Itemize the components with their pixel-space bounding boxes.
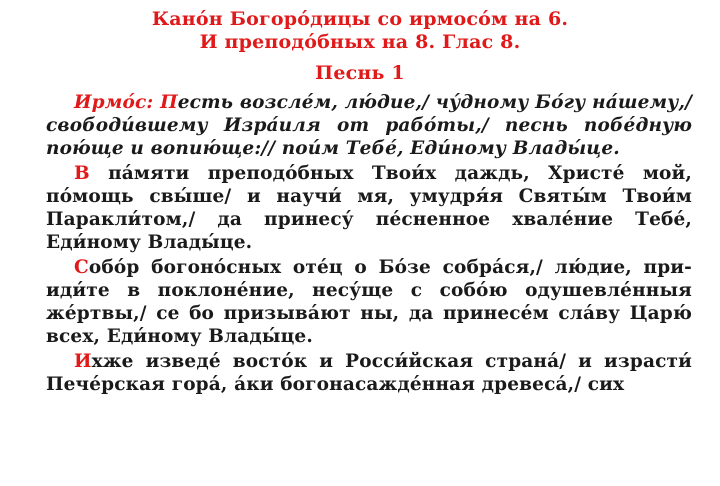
verse-initial: П: [160, 92, 178, 113]
verse-initial: С: [74, 257, 89, 278]
troparion-verse: [46, 162, 692, 254]
verse-text: есть возсле́м, лю́дие,/ чу́дному Бо́гу на́шему,/ свободи́вшему Изра́иля от рабо́ты,/ песнь побе́дную пою́ще и вопию́ще:// пои́м Тебе́, Еди́ному Влады́це.: [46, 92, 692, 159]
troparion-verse: [46, 350, 692, 396]
verse-text: обо́р богоно́сных оте́ц о Бо́зе собра́ся,/ лю́дие, при-иди́те в поклоне́ние, несу́ще с собо́ю одушевле́нныя же́ртвы,/ се бо призыва́ют ны, да принесе́м сла́ву Царю́ всех, Еди́ному Влады́це.: [46, 257, 692, 347]
verse-initial: В: [74, 163, 90, 184]
canon-subtitle: И преподо́бных на 8. Глас 8.: [199, 31, 521, 53]
troparion-verse: [46, 256, 692, 348]
verse-text: па́мяти преподо́бных Твои́х даждь, Христе́ мой, по́мощь свы́ше/ и научи́ мя, умудря́я Святы́м Твои́м Паракли́том,/ да принесу́ пе́сненное хвале́ние Тебе́, Еди́ному Влады́це.: [46, 163, 692, 253]
canon-title: Кано́н Богоро́дицы со ирмосо́м на 6.: [151, 8, 569, 30]
page: [0, 8, 720, 486]
song-heading: Песнь 1: [315, 62, 405, 84]
verse-text: хже изведе́ восто́к и Росси́йская страна́/ и израсти́ Пече́рская гора́, а́ки богонасажде́нная древеса́,/ сих: [46, 351, 692, 395]
verse-initial: И: [74, 351, 92, 372]
irmos-label: Ирмо́с:: [74, 92, 161, 113]
irmos-verse: [46, 91, 692, 160]
